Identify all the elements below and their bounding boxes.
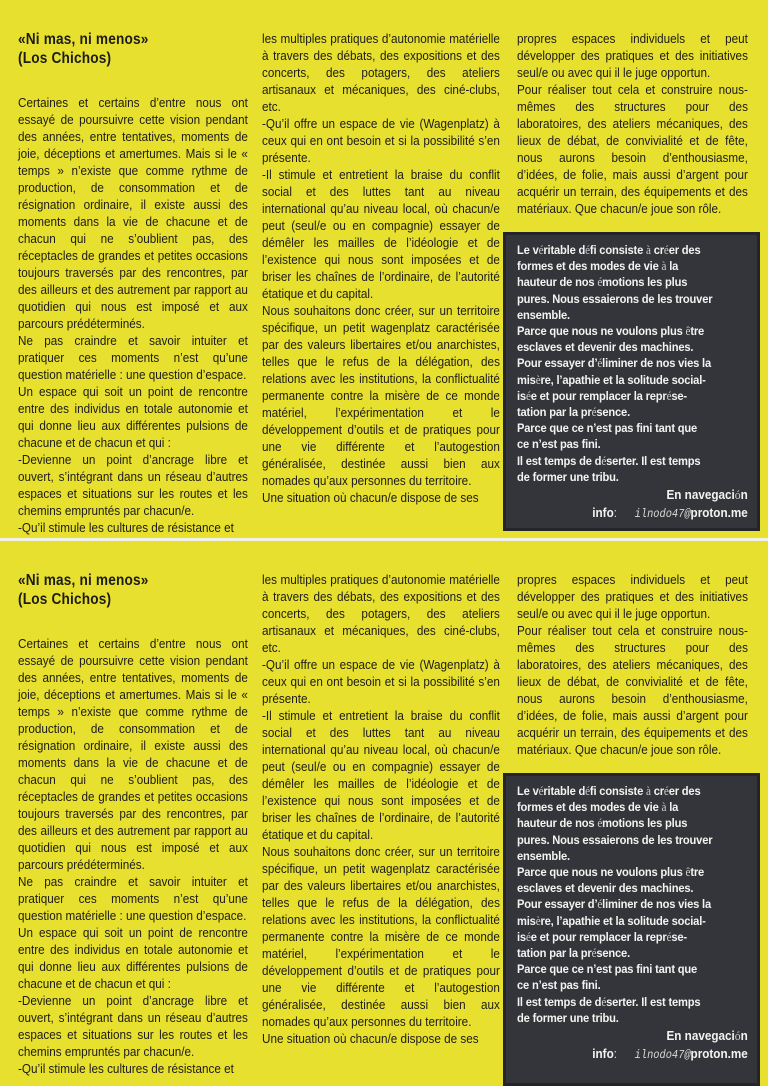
manifesto-line: Pour essayer d’éliminer de nos vies la: [517, 897, 711, 912]
paragraph: Ne pas craindre et savoir intuiter et pratiquer ces moments n’est qu’une question matérielle : une question d’espace.: [18, 874, 248, 923]
column-3-content: [517, 30, 748, 217]
paragraph: -Il stimule et entretient la braise du conflit social et des luttes tant au niveau international qu’au niveau local, où chacun/e peut (seul/e ou en compagnie) essayer de démêler les mailles de l’idéologie et de l’existence qui nous sont imposées et de briser les chaînes de l’ordinaire, de l’autorité étatique et du capital.: [262, 167, 500, 301]
manifesto-line: isée et pour remplacer la représe-: [517, 388, 687, 403]
paragraph: Un espace qui soit un point de rencontre entre des individus en totale autonomie et qui donne lieu aux différentes pulsions de chacune et de chacun et qui :: [18, 384, 248, 450]
contact-email: [635, 505, 748, 520]
manifesto-line: de former une tribu.: [517, 469, 619, 484]
info-colon: :: [613, 1045, 617, 1061]
manifesto-line: Le véritable défi consiste à créer des: [517, 243, 701, 257]
contact-email: [635, 1046, 748, 1061]
manifesto-line: Il est temps de déserter. Il est temps: [517, 994, 701, 1009]
column-3-content: [517, 571, 748, 758]
paragraph: -Qu’il offre un espace de vie (Wagenplatz) à ceux qui en ont besoin et si la possibilité s’en présente.: [262, 116, 500, 165]
paragraph: -Qu’il stimule les cultures de résistance et: [18, 520, 234, 535]
paragraph: propres espaces individuels et peut développer des pratiques et des initiatives seul/e ou avec qui il le juge opportun.: [517, 572, 748, 621]
manifesto-line: Le véritable défi consiste à créer des: [517, 784, 701, 798]
text-column-2: [262, 30, 500, 506]
paragraph: les multiples pratiques d’autonomie matérielle à travers des débats, des expositions et des concerts, des potagers, des ateliers artisanaux et mécaniques, des ciné-clubs, etc.: [262, 31, 500, 114]
text-column-2: [262, 571, 500, 1047]
info-colon: :: [613, 504, 617, 520]
song-quote-title: «Ni mas, ni menos»: [18, 31, 149, 48]
paragraph: -Devienne un point d’ancrage libre et ouvert, s’intégrant dans un réseau d’autres espaces et situations sur les routes et les chemins empruntés par chacun/e.: [18, 993, 248, 1059]
email-user: ilnodo47: [634, 1048, 685, 1062]
manifesto-line: ensemble.: [517, 848, 570, 863]
paragraph: Un espace qui soit un point de rencontre entre des individus en totale autonomie et qui donne lieu aux différentes pulsions de chacune et de chacun et qui :: [18, 925, 248, 991]
info-label: info: [592, 504, 614, 520]
paragraph: -Devienne un point d’ancrage libre et ouvert, s’intégrant dans un réseau d’autres espaces et situations sur les routes et les chemins empruntés par chacun/e.: [18, 452, 248, 518]
manifesto-line: Parce que ce n’est pas fini tant que: [517, 962, 698, 977]
manifesto-line: tation par la présence.: [517, 946, 631, 961]
song-quote-title: «Ni mas, ni menos»: [18, 572, 149, 589]
flyer-copy-bottom: [0, 541, 768, 1086]
manifesto-text: [517, 242, 748, 523]
email-at-sign: @: [684, 1048, 691, 1062]
column-2-content: [262, 30, 500, 506]
column-1-content: [18, 571, 248, 1077]
manifesto-line: hauteur de nos émotions les plus: [517, 816, 688, 831]
email-domain: proton.me: [690, 1045, 748, 1061]
manifesto-black-box: [503, 773, 760, 1086]
paragraph: -Il stimule et entretient la braise du conflit social et des luttes tant au niveau international qu’au niveau local, où chacun/e peut (seul/e ou en compagnie) essayer de démêler les mailles de l’idéologie et de l’existence qui nous sont imposées et de briser les chaînes de l’ordinaire, de l’autorité étatique et du capital.: [262, 708, 500, 842]
paragraph: -Qu’il offre un espace de vie (Wagenplatz) à ceux qui en ont besoin et si la possibilité s’en présente.: [262, 657, 500, 706]
paragraph: Une situation où chacun/e dispose de ses: [262, 490, 479, 505]
column-2-content: [262, 571, 500, 1047]
manifesto-line: esclaves et devenir des machines.: [517, 340, 694, 355]
manifesto-line: misère, l’apathie et la solitude social-: [517, 913, 706, 928]
paragraph: Nous souhaitons donc créer, sur un territoire spécifique, un petit wagenplatz caractérisée par des valeurs libertaires et/ou anarchistes, telles que le refus de la délégation, des relations avec les institutions, la conflictualité permanente contre la misère de ce monde matériel, l’expérimentation et le développement d’outils et de pratiques pour une vie différente et l’autogestion généralisée, destinée aussi bien aux nomades qu’aux personnes du territoire.: [262, 303, 500, 488]
paragraph: Pour réaliser tout cela et construire nous-mêmes des structures pour des laboratoires, des ateliers mécaniques, des lieux de débat, de convivialité et de fête, nous aurons besoin d’enthousiasme, d’idées, de folie, mais aussi d’argent pour acquérir un terrain, des équipements et des matériaux. Que chacun/e joue son rôle.: [517, 623, 748, 757]
manifesto-line: hauteur de nos émotions les plus: [517, 275, 688, 290]
text-column-3: [517, 571, 748, 758]
text-column-3: [517, 30, 748, 217]
song-artist-credit: (Los Chichos): [18, 50, 112, 67]
manifesto-black-box: [503, 232, 760, 531]
text-column-1: [18, 571, 248, 1077]
info-label: info: [592, 1045, 614, 1061]
manifesto-line: formes et des modes de vie à la: [517, 800, 679, 815]
manifesto-line: de former une tribu.: [517, 1010, 619, 1025]
manifesto-text: [517, 783, 748, 1064]
manifesto-line: pures. Nous essaierons de les trouver: [517, 832, 713, 847]
manifesto-line: esclaves et devenir des machines.: [517, 881, 694, 896]
manifesto-line: pures. Nous essaierons de les trouver: [517, 291, 713, 306]
paragraph: les multiples pratiques d’autonomie matérielle à travers des débats, des expositions et des concerts, des potagers, des ateliers artisanaux et mécaniques, des ciné-clubs, etc.: [262, 572, 500, 655]
paragraph: Une situation où chacun/e dispose de ses: [262, 1031, 479, 1046]
signoff-en-navegacion: En navegación: [666, 487, 748, 503]
paragraph: Nous souhaitons donc créer, sur un territoire spécifique, un petit wagenplatz caractérisée par des valeurs libertaires et/ou anarchistes, telles que le refus de la délégation, des relations avec les institutions, la conflictualité permanente contre la misère de ce monde matériel, l’expérimentation et le développement d’outils et de pratiques pour une vie différente et l’autogestion généralisée, destinée aussi bien aux nomades qu’aux personnes du territoire.: [262, 844, 500, 1029]
contact-line: [517, 504, 748, 523]
song-artist-credit: (Los Chichos): [18, 591, 112, 608]
manifesto-line: misère, l’apathie et la solitude social-: [517, 372, 706, 387]
manifesto-line: isée et pour remplacer la représe-: [517, 929, 687, 944]
text-column-1: [18, 30, 248, 536]
paragraph: Certaines et certains d’entre nous ont essayé de poursuivre cette vision pendant des années, entre tentatives, moments de joie, déceptions et amertumes. Mais si le « temps » n’existe que comme rythme de production, de consommation et de résignation ordinaire, il existe aussi des moments dans la vie de chacune et de chacun qui ne s’oublient pas, des réceptacles de grandes et petites occasions toujours traversés par des rencontres, par des ailleurs et des autrement par rapport au quotidien qui nous est imposé et aux parcours prédéterminés.: [18, 636, 248, 872]
paragraph: Pour réaliser tout cela et construire nous-mêmes des structures pour des laboratoires, des ateliers mécaniques, des lieux de débat, de convivialité et de fête, nous aurons besoin d’enthousiasme, d’idées, de folie, mais aussi d’argent pour acquérir un terrain, des équipements et des matériaux. Que chacun/e joue son rôle.: [517, 82, 748, 216]
email-domain: proton.me: [690, 504, 748, 520]
contact-line: [517, 1045, 748, 1064]
paragraph: Certaines et certains d’entre nous ont essayé de poursuivre cette vision pendant des années, entre tentatives, moments de joie, déceptions et amertumes. Mais si le « temps » n’existe que comme rythme de production, de consommation et de résignation ordinaire, il existe aussi des moments dans la vie de chacune et de chacun qui ne s’oublient pas, des réceptacles de grandes et petites occasions toujours traversés par des rencontres, par des ailleurs et des autrement par rapport au quotidien qui nous est imposé et aux parcours prédéterminés.: [18, 95, 248, 331]
manifesto-line: ensemble.: [517, 307, 570, 322]
email-at-sign: @: [684, 507, 691, 521]
manifesto-line: ce n’est pas fini.: [517, 437, 601, 452]
manifesto-line: Parce que nous ne voulons plus être: [517, 324, 705, 339]
signoff-en-navegacion: En navegación: [666, 1028, 748, 1044]
column-1-content: [18, 30, 248, 536]
email-user: ilnodo47: [634, 507, 685, 521]
manifesto-line: Pour essayer d’éliminer de nos vies la: [517, 356, 711, 371]
manifesto-line: Parce que ce n’est pas fini tant que: [517, 421, 698, 436]
manifesto-line: Parce que nous ne voulons plus être: [517, 865, 705, 880]
manifesto-line: tation par la présence.: [517, 405, 631, 420]
paragraph: propres espaces individuels et peut développer des pratiques et des initiatives seul/e ou avec qui il le juge opportun.: [517, 31, 748, 80]
manifesto-line: Il est temps de déserter. Il est temps: [517, 453, 701, 468]
paragraph: -Qu’il stimule les cultures de résistance et: [18, 1061, 234, 1076]
flyer-copy-top: [0, 0, 768, 538]
paragraph: Ne pas craindre et savoir intuiter et pratiquer ces moments n’est qu’une question matérielle : une question d’espace.: [18, 333, 248, 382]
manifesto-line: ce n’est pas fini.: [517, 978, 601, 993]
manifesto-line: formes et des modes de vie à la: [517, 259, 679, 274]
